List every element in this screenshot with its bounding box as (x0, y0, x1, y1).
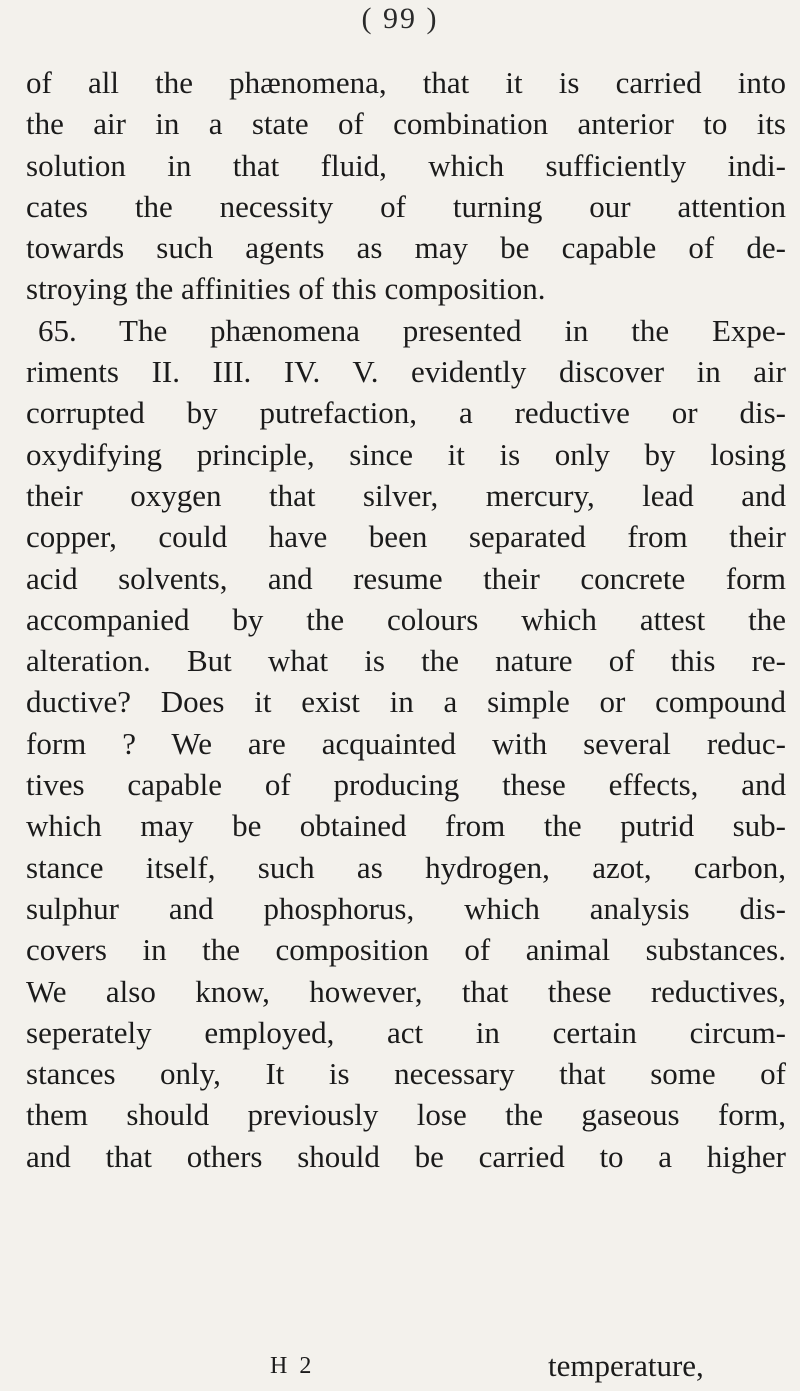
text-line: tives capable of producing these effects, and (26, 767, 786, 803)
text-line: ductive? Does it exist in a simple or compound (26, 684, 786, 720)
text-line: them should previously lose the gaseous form, (26, 1097, 786, 1133)
text-line: oxydifying principle, since it is only by losing (26, 436, 786, 472)
page-footer (0, 1345, 800, 1387)
text-line: solution in that fluid, which sufficiently indi- (26, 147, 786, 183)
text-line: stroying the affinities of this composition. (26, 271, 546, 307)
text-line: of all the phænomena, that it is carried into (26, 65, 786, 100)
text-line: sulphur and phosphorus, which analysis dis- (26, 890, 786, 926)
text-line: covers in the composition of animal substances. (26, 932, 786, 968)
text-line: acid solvents, and resume their concrete form (26, 560, 786, 596)
text-line: form ? We are acquainted with several reduc- (26, 725, 786, 761)
text-line: corrupted by putrefaction, a reductive or dis- (26, 395, 786, 431)
text-line: accompanied by the colours which attest the (26, 601, 786, 637)
text-line: alteration. But what is the nature of this re- (26, 643, 786, 679)
text-line: stance itself, such as hydrogen, azot, carbon, (26, 849, 786, 885)
text-line: seperately employed, act in certain circum- (26, 1014, 786, 1050)
text-line: We also know, however, that these reductives, (26, 973, 786, 1009)
signature-mark: H 2 (270, 1353, 315, 1379)
body-text (26, 62, 796, 1177)
text-line: stances only, It is necessary that some of (26, 1056, 786, 1092)
text-line: the air in a state of combination anterior to its (26, 106, 786, 142)
text-line: cates the necessity of turning our attention (26, 188, 786, 224)
text-line: riments II. III. IV. V. evidently discover in air (26, 354, 786, 390)
paragraph-start-line: 65. The phænomena presented in the Expe- (38, 312, 786, 348)
text-line: towards such agents as may be capable of de- (26, 230, 786, 266)
text-line: and that others should be carried to a higher (26, 1138, 786, 1174)
text-line: which may be obtained from the putrid sub- (26, 808, 786, 844)
catchword: temperature, (548, 1348, 704, 1383)
page-number: ( 99 ) (361, 2, 439, 35)
text-line: copper, could have been separated from their (26, 519, 786, 555)
text-line: their oxygen that silver, mercury, lead and (26, 477, 786, 513)
